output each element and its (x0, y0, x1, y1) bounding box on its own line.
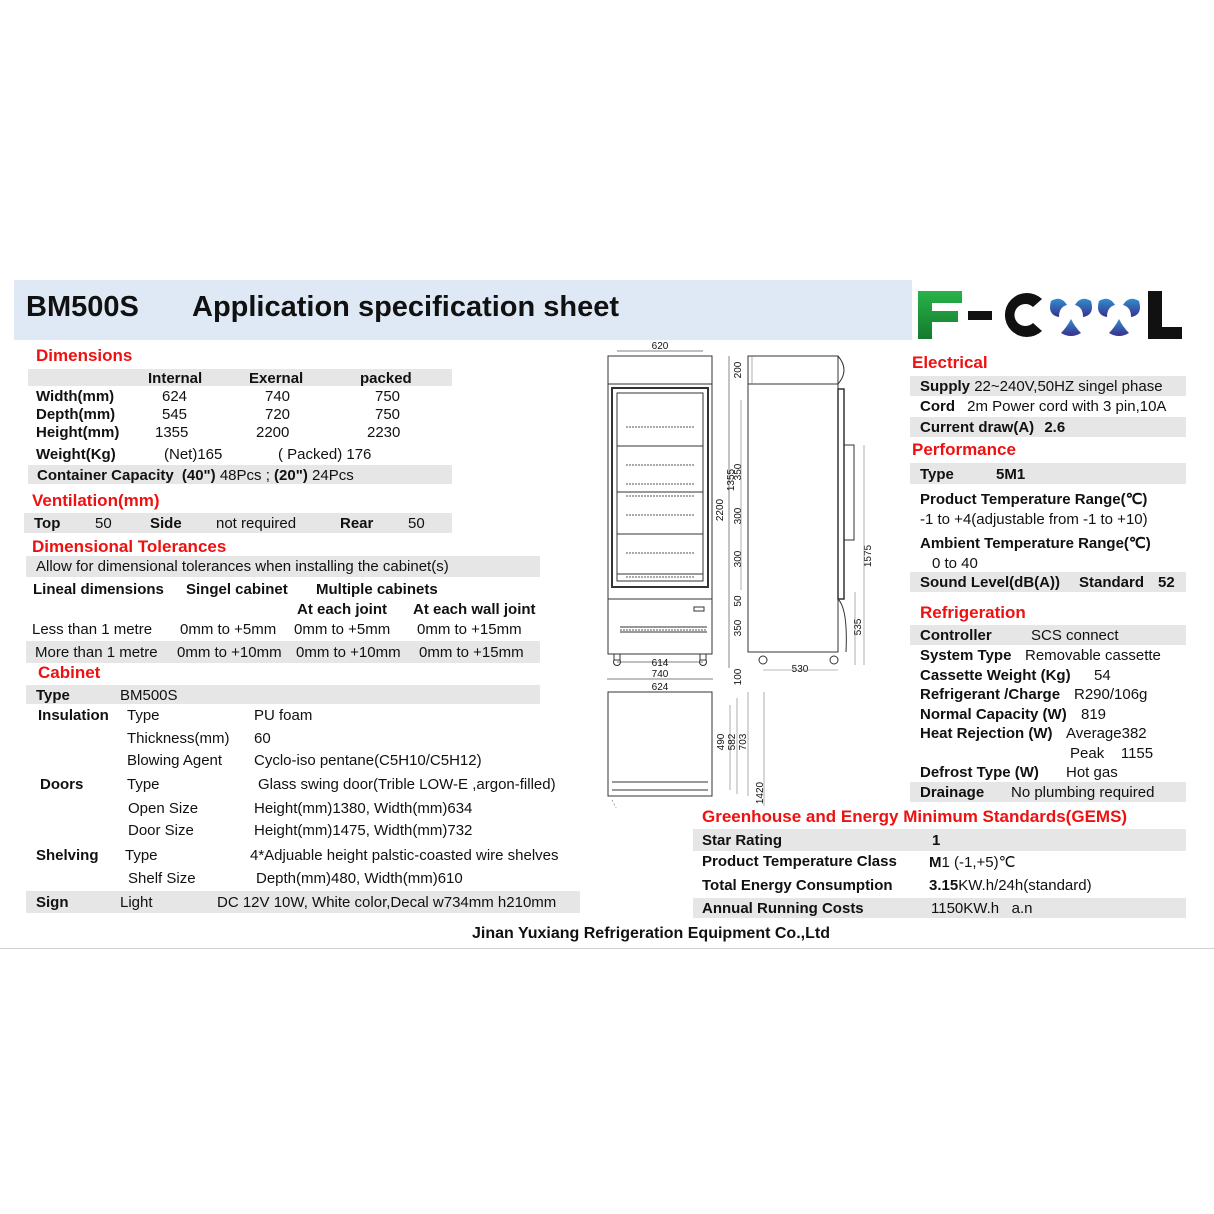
depth-external: 720 (265, 406, 291, 423)
technical-drawing (596, 338, 896, 808)
ambient-temp-value: 0 to 40 (932, 555, 978, 572)
vent-top-value: 50 (95, 515, 112, 532)
row-height-label: Height(mm) (36, 424, 120, 441)
ambient-temp-label: Ambient Temperature Range(℃) (920, 535, 1151, 552)
doors-type-key: Type (127, 776, 160, 793)
dim-plan-depth-2: 582 (727, 733, 738, 751)
cord-row (920, 398, 1166, 415)
row-width-label: Width(mm) (36, 388, 115, 405)
height-internal: 1355 (155, 424, 189, 441)
gems-class-bold: M (929, 854, 942, 871)
shelving-type-key: Type (125, 847, 158, 864)
col-internal: Internal (148, 370, 203, 387)
doors-size-key: Door Size (128, 822, 194, 839)
ref-capacity-value: 819 (1081, 706, 1107, 723)
cord-label: Cord (920, 398, 955, 415)
current-value: 2.6 (1044, 419, 1066, 436)
ref-controller-value: SCS connect (1031, 627, 1119, 644)
gems-energy-rest: KW.h/24h(standard) (958, 877, 1092, 894)
tol-row1-wall: 0mm to +15mm (417, 621, 522, 638)
cabinet-type-label: Type (36, 687, 70, 704)
tol-row1-label: Less than 1 metre (32, 621, 153, 638)
dim-gap-50: 50 (733, 595, 744, 607)
cabinet-type-band (26, 685, 540, 704)
sound-standard-label: Standard (1079, 574, 1145, 591)
doors-open-value: Height(mm)1380, Width(mm)634 (254, 800, 473, 817)
vent-rear-value: 50 (408, 515, 425, 532)
dimensions-heading: Dimensions (36, 346, 133, 365)
container-label: Container Capacity (37, 467, 174, 484)
gems-class-value (929, 853, 1015, 871)
vent-side-value: not required (216, 515, 297, 532)
ref-refrigerant-value: R290/106g (1074, 686, 1148, 703)
dim-plan-depth-1: 490 (716, 733, 727, 751)
dim-inner-height: 1355 (726, 468, 737, 492)
ref-heat-peak: Peak 1155 (1070, 745, 1154, 762)
height-external: 2200 (256, 424, 290, 441)
dim-legs: 100 (733, 668, 744, 686)
dim-front-outer-width: 740 (651, 669, 669, 680)
container-capacity (37, 467, 354, 484)
ref-system-value: Removable cassette (1025, 647, 1161, 664)
weight-packed: ( Packed) 176 (278, 446, 372, 463)
dim-handle-height: 1575 (863, 544, 874, 568)
current-label: Current draw(A) (920, 419, 1035, 436)
gems-energy-value (929, 877, 1092, 894)
electrical-heading: Electrical (912, 353, 988, 372)
dim-canopy: 200 (733, 361, 744, 379)
col-wall-joint: At each wall joint (413, 601, 536, 618)
gems-energy-bold: 3.15 (929, 877, 959, 894)
gems-class-label: Product Temperature Class (702, 853, 897, 870)
insulation-thickness-key: Thickness(mm) (127, 730, 230, 747)
vent-rear-label: Rear (340, 515, 374, 532)
container-20-value: 24Pcs (312, 467, 354, 484)
width-packed: 750 (375, 388, 401, 405)
depth-internal: 545 (162, 406, 188, 423)
width-external: 740 (265, 388, 291, 405)
col-multiple: Multiple cabinets (316, 581, 438, 598)
doors-open-key: Open Size (128, 800, 199, 817)
sign-value: DC 12V 10W, White color,Decal w734mm h210mm (217, 894, 557, 911)
ref-defrost-value: Hot gas (1066, 764, 1118, 781)
dim-total-height: 2200 (715, 498, 726, 522)
gems-class-rest: 1 (-1,+5)℃ (941, 854, 1016, 871)
dim-base: 350 (733, 619, 744, 637)
refrigeration-heading: Refrigeration (920, 603, 1026, 622)
tol-row2-joint: 0mm to +10mm (296, 644, 401, 661)
gems-cost-label: Annual Running Costs (702, 900, 864, 917)
performance-heading: Performance (912, 440, 1016, 459)
col-external: Exernal (249, 370, 304, 387)
dim-front-top-width: 620 (651, 341, 669, 352)
perf-type-value: 5M1 (996, 466, 1026, 483)
sign-label: Sign (36, 894, 69, 911)
perf-type-label: Type (920, 466, 954, 483)
tol-row1-joint: 0mm to +5mm (294, 621, 391, 638)
gems-heading: Greenhouse and Energy Minimum Standards(GEMS) (702, 807, 1128, 826)
dim-kick-height: 535 (853, 618, 864, 636)
dim-shelf-gap-2: 300 (733, 507, 744, 525)
insulation-label: Insulation (38, 707, 109, 724)
insulation-type-value: PU foam (254, 707, 313, 724)
dim-plan-width: 624 (651, 682, 669, 693)
gems-cost-value: 1150KW.h a.n (931, 900, 1033, 917)
gems-star-label: Star Rating (702, 832, 783, 849)
product-temp-value: -1 to +4(adjustable from -1 to +10) (920, 511, 1148, 528)
col-lineal: Lineal dimensions (33, 581, 164, 598)
ref-heat-average: Average382 (1066, 725, 1147, 742)
dim-door-swing: 1420 (755, 781, 766, 805)
tolerances-heading: Dimensional Tolerances (32, 537, 227, 556)
doors-label: Doors (40, 776, 84, 793)
dim-front-inner-width: 614 (651, 658, 669, 669)
product-temp-label: Product Temperature Range(℃) (920, 491, 1148, 508)
doors-size-value: Height(mm)1475, Width(mm)732 (254, 822, 473, 839)
dim-plan-depth-3: 703 (738, 733, 749, 751)
tol-row2-label: More than 1 metre (35, 644, 158, 661)
insulation-thickness-value: 60 (254, 730, 271, 747)
gems-energy-label: Total Energy Consumption (702, 877, 893, 894)
doors-type-value: Glass swing door(Trible LOW-E ,argon-filled) (258, 776, 556, 793)
container-40-value: 48Pcs ; (219, 467, 270, 484)
tol-row2-wall: 0mm to +15mm (419, 644, 524, 661)
col-packed: packed (360, 370, 412, 387)
weight-net: (Net)165 (164, 446, 223, 463)
dim-side-depth: 530 (791, 664, 809, 675)
shelving-label: Shelving (36, 847, 99, 864)
cord-value: 2m Power cord with 3 pin,10A (967, 398, 1167, 415)
current-row (920, 419, 1065, 436)
width-internal: 624 (162, 388, 188, 405)
ref-cassette-value: 54 (1094, 667, 1111, 684)
dim-shelf-gap-1: 350 (733, 463, 744, 481)
ventilation-heading: Ventilation(mm) (32, 491, 160, 510)
ref-refrigerant-label: Refrigerant /Charge (920, 686, 1061, 703)
ref-heat-label: Heat Rejection (W) (920, 725, 1053, 742)
vent-side-label: Side (150, 515, 182, 532)
gems-star-value: 1 (932, 832, 941, 849)
page-title: Application specification sheet (192, 291, 620, 323)
row-depth-label: Depth(mm) (36, 406, 116, 423)
insulation-agent-key: Blowing Agent (127, 752, 223, 769)
col-single: Singel cabinet (186, 581, 288, 598)
sound-label: Sound Level(dB(A)) (920, 574, 1060, 591)
tol-row1-single: 0mm to +5mm (180, 621, 277, 638)
col-each-joint: At each joint (297, 601, 388, 618)
height-packed: 2230 (367, 424, 401, 441)
f-cool-logo (914, 283, 1186, 343)
tolerance-note: Allow for dimensional tolerances when installing the cabinet(s) (36, 558, 449, 575)
dim-shelf-gap-3: 300 (733, 550, 744, 568)
shelving-type-value: 4*Adjuable height palstic-coasted wire shelves (250, 847, 559, 864)
supply-value: 22~240V,50HZ singel phase (974, 378, 1163, 395)
ref-cassette-label: Cassette Weight (Kg) (920, 667, 1071, 684)
ref-defrost-label: Defrost Type (W) (920, 764, 1039, 781)
ref-drainage-label: Drainage (920, 784, 985, 801)
ref-capacity-label: Normal Capacity (W) (920, 706, 1067, 723)
supply-row (920, 378, 1163, 395)
vent-top-label: Top (34, 515, 61, 532)
container-20-label: (20") (274, 467, 308, 484)
company-footer: Jinan Yuxiang Refrigeration Equipment Co.,Ltd (472, 925, 830, 942)
ref-controller-label: Controller (920, 627, 992, 644)
ref-drainage-value: No plumbing required (1011, 784, 1155, 801)
insulation-agent-value: Cyclo-iso pentane(C5H10/C5H12) (254, 752, 482, 769)
container-40-label: (40") (181, 467, 216, 484)
weight-label: Weight(Kg) (36, 446, 116, 463)
depth-packed: 750 (375, 406, 401, 423)
tol-row2-single: 0mm to +10mm (177, 644, 282, 661)
cabinet-type-value: BM500S (120, 687, 178, 704)
ref-system-label: System Type (920, 647, 1012, 664)
shelving-size-key: Shelf Size (128, 870, 196, 887)
footer-divider (0, 948, 1214, 949)
sound-value: 52 (1158, 574, 1175, 591)
model-name: BM500S (26, 291, 139, 323)
supply-label: Supply (920, 378, 971, 395)
insulation-type-key: Type (127, 707, 160, 724)
shelving-size-value: Depth(mm)480, Width(mm)610 (256, 870, 463, 887)
cabinet-heading: Cabinet (38, 663, 101, 682)
sign-key: Light (120, 894, 153, 911)
